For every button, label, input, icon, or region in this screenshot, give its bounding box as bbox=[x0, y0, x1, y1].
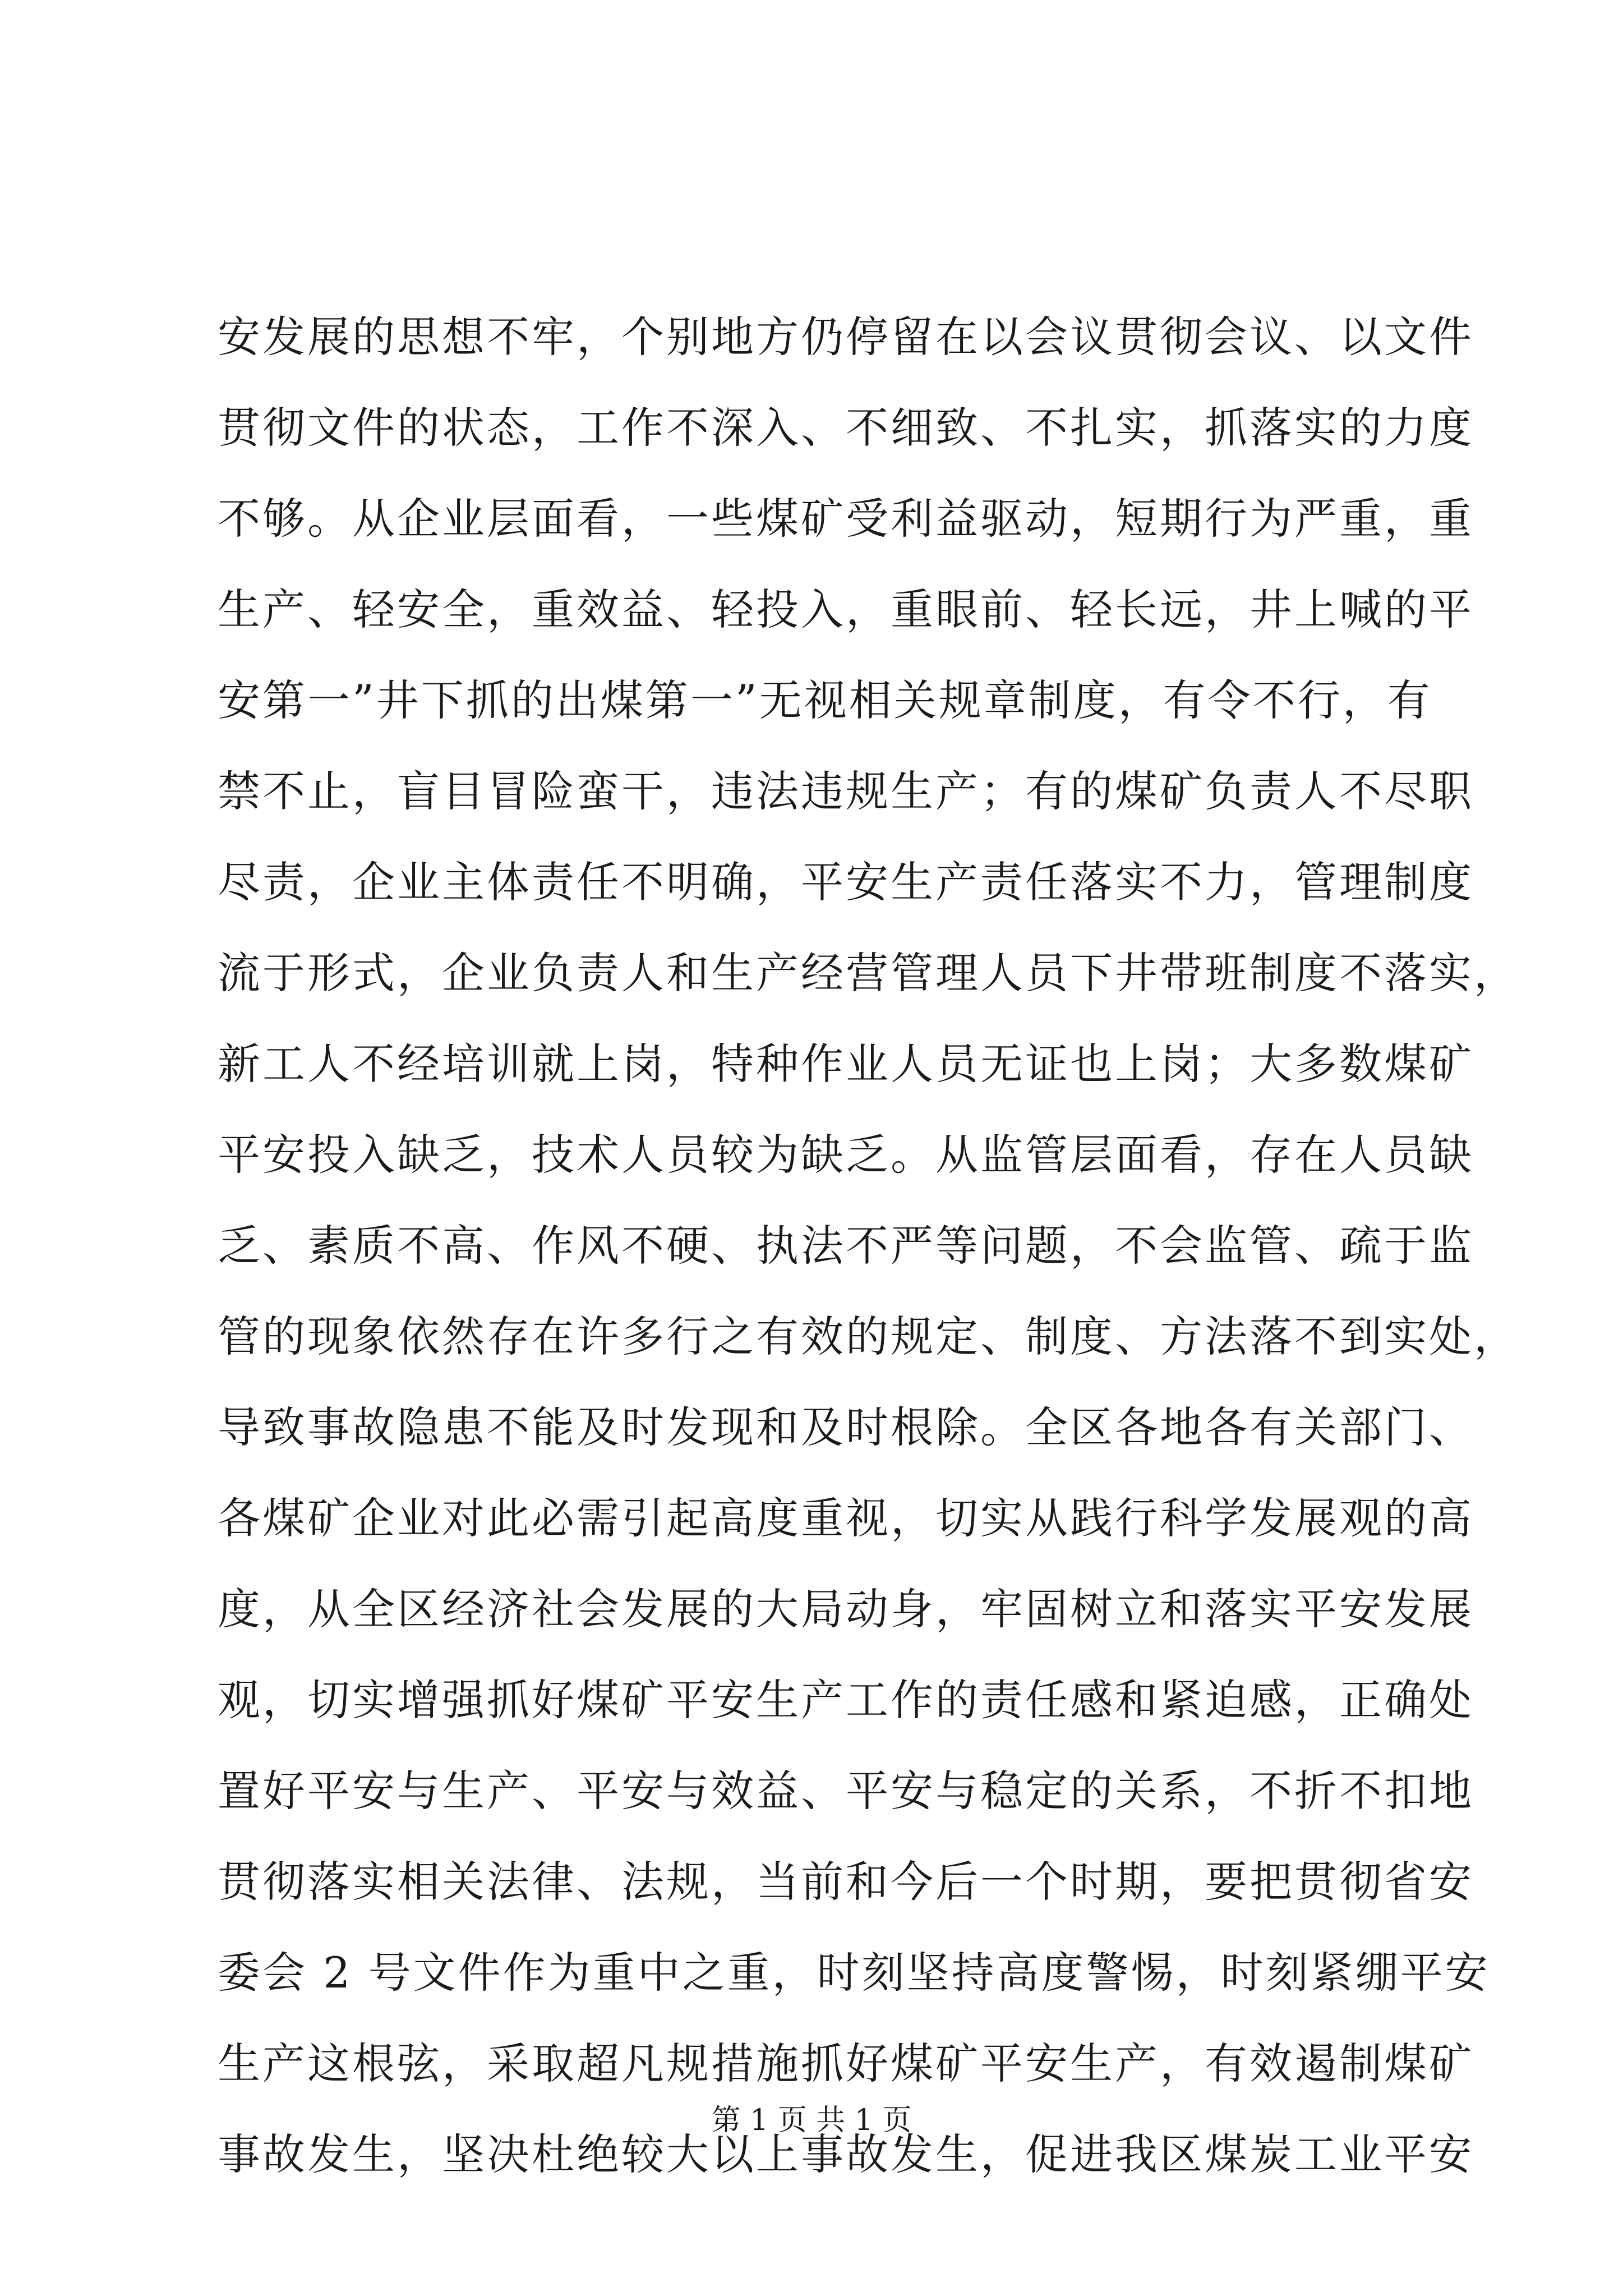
text-line: 新工人不经培训就上岗，特种作业人员无证也上岗；大多数煤矿 bbox=[218, 1039, 1474, 1089]
text-line: 生产这根弦，采取超凡规措施抓好煤矿平安生产，有效遏制煤矿 bbox=[218, 2039, 1474, 2088]
text-line: 委会 2 号文件作为重中之重，时刻坚持高度警惕，时刻紧绷平安 bbox=[218, 1948, 1490, 1998]
page-footer: 第 1 页 共 1 页 bbox=[711, 2104, 912, 2137]
text-line: 贯彻落实相关法律、法规，当前和今后一个时期，要把贯彻省安 bbox=[218, 1857, 1474, 1907]
text-line: 事故发生，坚决杜绝较大以上事故发生，促进我区煤炭工业平安 bbox=[218, 2129, 1474, 2179]
text-line: 不够。从企业层面看，一些煤矿受利益驱动，短期行为严重，重 bbox=[218, 494, 1474, 544]
text-line: 贯彻文件的状态，工作不深入、不细致、不扎实，抓落实的力度 bbox=[218, 403, 1474, 453]
text-line: 度，从全区经济社会发展的大局动身，牢固树立和落实平安发展 bbox=[218, 1584, 1474, 1634]
text-line: 管的现象依然存在许多行之有效的规定、制度、方法落不到实处， bbox=[218, 1312, 1519, 1361]
text-line: 平安投入缺乏，技术人员较为缺乏。从监管层面看，存在人员缺 bbox=[218, 1130, 1474, 1180]
text-line: 禁不止，盲目冒险蛮干，违法违规生产；有的煤矿负责人不尽职 bbox=[218, 766, 1474, 816]
body-text bbox=[218, 292, 1519, 2200]
text-line: 导致事故隐患不能及时发现和及时根除。全区各地各有关部门、 bbox=[218, 1402, 1474, 1452]
text-line: 尽责，企业主体责任不明确，平安生产责任落实不力，管理制度 bbox=[218, 857, 1474, 907]
text-line: 观，切实增强抓好煤矿平安生产工作的责任感和紧迫感，正确处 bbox=[218, 1675, 1474, 1725]
text-line: 各煤矿企业对此必需引起高度重视，切实从践行科学发展观的高 bbox=[218, 1493, 1474, 1543]
text-line: 流于形式，企业负责人和生产经营管理人员下井带班制度不落实， bbox=[218, 948, 1519, 998]
text-line: 安第一”井下抓的出煤第一”无视相关规章制度，有令不行，有 bbox=[218, 675, 1432, 725]
text-line: 乏、素质不高、作风不硬、执法不严等问题，不会监管、疏于监 bbox=[218, 1221, 1474, 1271]
text-line: 生产、轻安全，重效益、轻投入，重眼前、轻长远，井上喊的平 bbox=[218, 585, 1474, 634]
text-line: 置好平安与生产、平安与效益、平安与稳定的关系，不折不扣地 bbox=[218, 1766, 1474, 1816]
text-line: 安发展的思想不牢，个别地方仍停留在以会议贯彻会议、以文件 bbox=[218, 312, 1474, 362]
